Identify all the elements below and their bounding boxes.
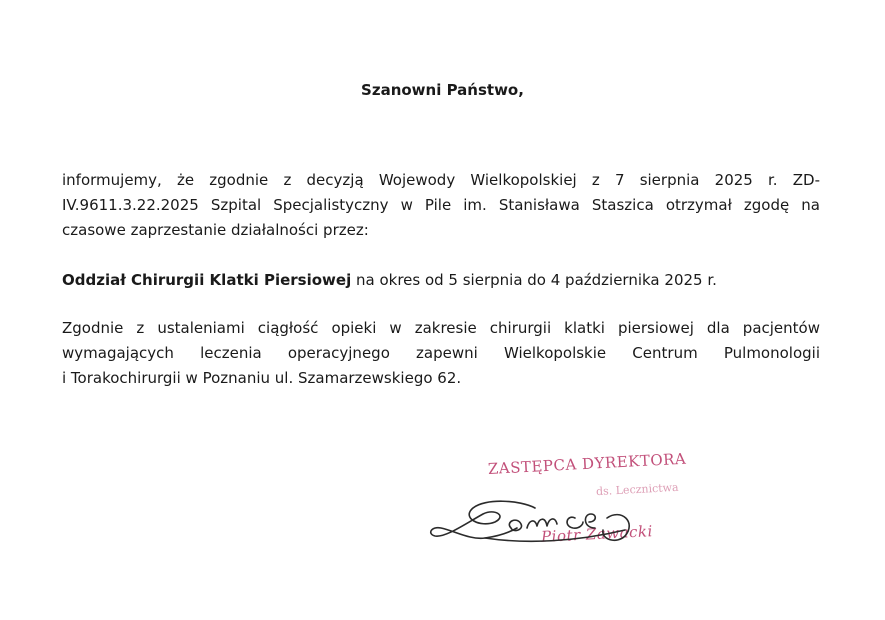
paragraph-line [62, 268, 820, 293]
salutation: Szanowni Państwo, [361, 81, 524, 99]
closure-period: na okres od 5 sierpnia do 4 października 2025 r. [351, 271, 717, 289]
paragraph-line: informujemy, że zgodnie z decyzją Wojewody Wielkopolskiej z 7 sierpnia 2025 r. ZD- [62, 171, 820, 189]
stamp-name: Piotr Zawacki [540, 522, 654, 546]
paragraph-continuity-of-care [62, 316, 820, 391]
handwritten-signature [425, 478, 645, 568]
department-name: Oddział Chirurgii Klatki Piersiowej [62, 271, 352, 289]
paragraph-line: Zgodnie z ustaleniami ciągłość opieki w zakresie chirurgii klatki piersiowej dla pacjentów [62, 319, 820, 337]
paragraph-line: IV.9611.3.22.2025 Szpital Specjalistyczny w Pile im. Stanisława Staszica otrzymał zgodę na [62, 196, 820, 214]
stamp-title: ZASTĘPCA DYREKTORA [487, 449, 687, 478]
paragraph-line: czasowe zaprzestanie działalności przez: [62, 221, 369, 239]
stamp-subtitle: ds. Lecznictwa [595, 480, 679, 499]
paragraph-department [62, 268, 820, 293]
paragraph-line: wymagających leczenia operacyjnego zapewni Wielkopolskie Centrum Pulmonologii [62, 344, 820, 362]
paragraph-decision [62, 168, 820, 243]
paragraph-line: i Torakochirurgii w Poznaniu ul. Szamarzewskiego 62. [62, 369, 462, 387]
